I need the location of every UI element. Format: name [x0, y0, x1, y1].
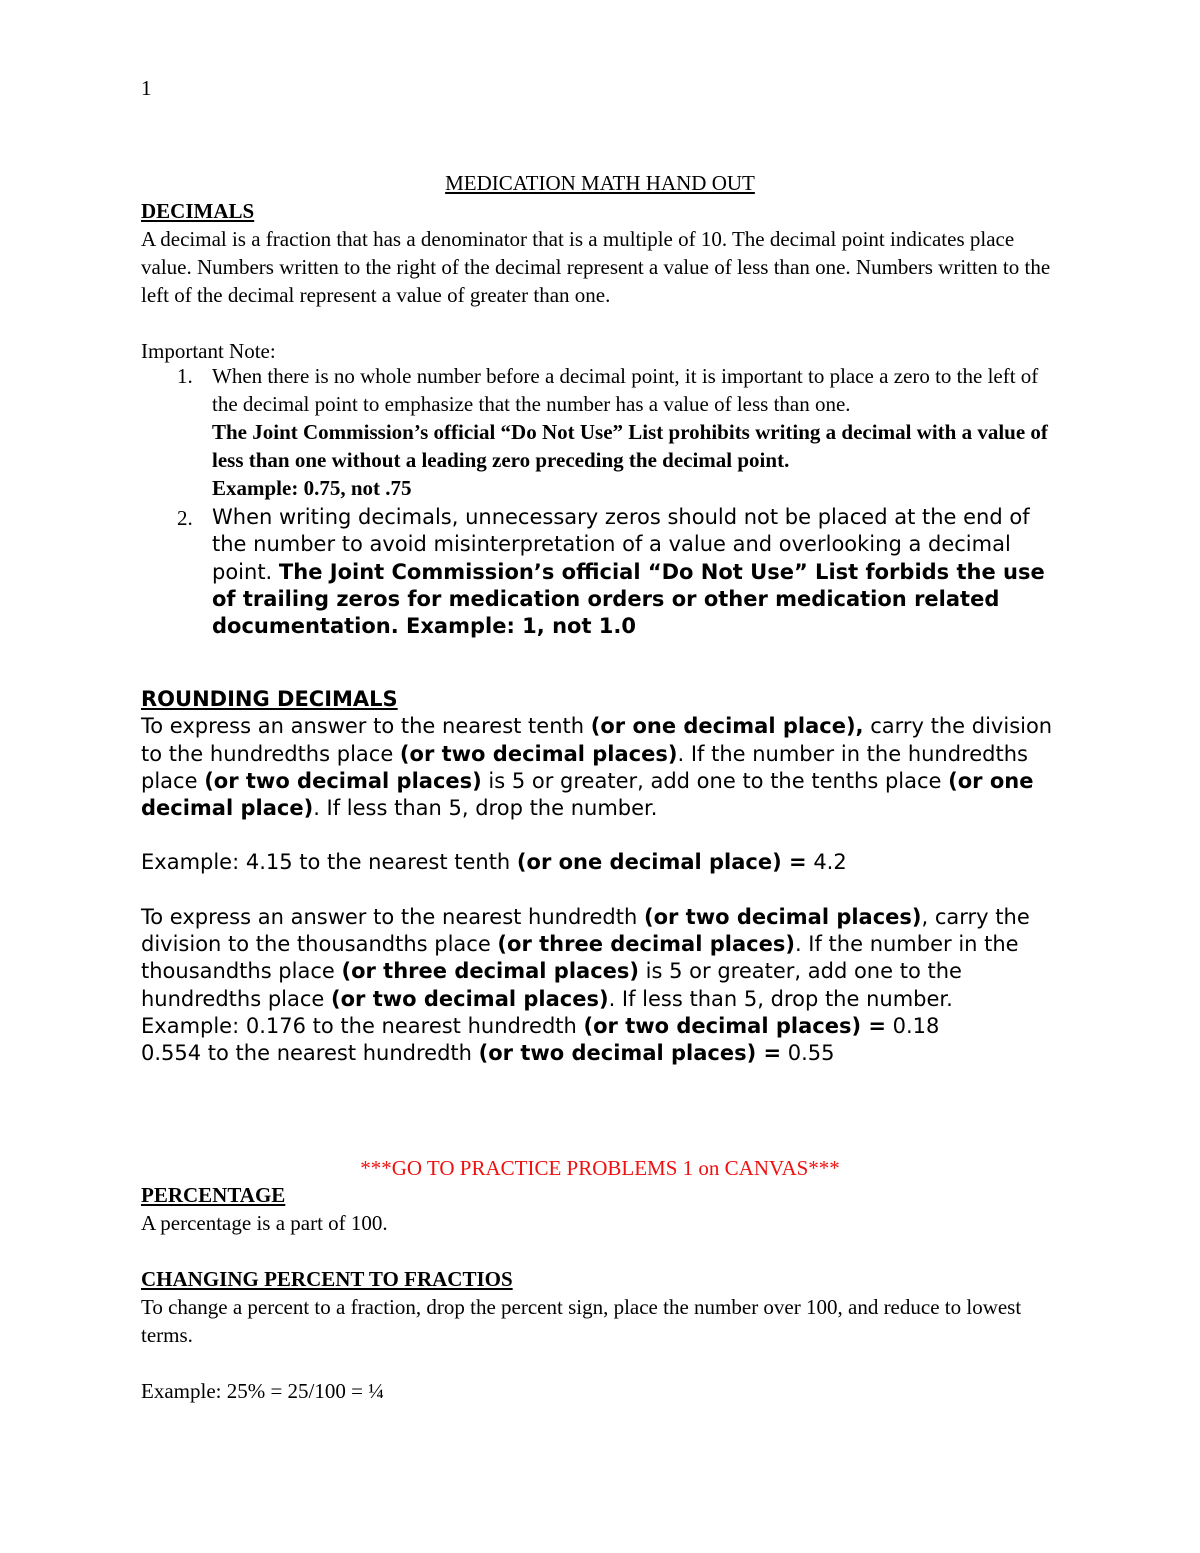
text-run: To express an answer to the nearest hundredth	[141, 904, 644, 929]
spacer	[141, 309, 1061, 337]
text-run: , carry the division to the thousandths place	[141, 904, 1030, 957]
note-text: When there is no whole number before a decimal point, it is important to place a zero to the left of the decimal point to emphasize that the number has a value of less than one.	[212, 364, 1039, 416]
changing-percent-example: Example: 25% = 25/100 = ¼	[141, 1379, 384, 1403]
changing-percent-heading: CHANGING PERCENT TO FRACTIOS	[141, 1267, 513, 1291]
note-number: 1.	[177, 364, 193, 388]
practice-banner: ***GO TO PRACTICE PROBLEMS 1 on CANVAS***	[360, 1156, 840, 1180]
percentage-body: A percentage is a part of 100.	[141, 1211, 388, 1235]
text-run: 0.554 to the nearest hundredth	[141, 1041, 479, 1066]
text-run-bold: (or one decimal place),	[590, 714, 864, 739]
text-run: To express an answer to the nearest tenth	[141, 714, 591, 739]
text-run: Example: 0.176 to the nearest hundredth	[141, 1013, 584, 1038]
document-title: MEDICATION MATH HAND OUT	[445, 171, 755, 195]
rounding-heading: ROUNDING DECIMALS	[141, 687, 398, 711]
note-example: Example: 0.75, not .75	[212, 476, 412, 500]
text-run: 4.2	[806, 850, 847, 875]
spacer	[141, 1349, 1061, 1377]
note-bold-text: The Joint Commission’s official “Do Not Use” List forbids the use of trailing zeros for medication orders or other medication related documentation. Example: 1, not 1.0	[212, 559, 1045, 639]
text-run-bold: (or two decimal places)	[399, 741, 678, 766]
text-run-bold: (or three decimal places)	[497, 932, 795, 957]
percentage-section	[141, 1181, 1061, 1405]
text-run: Example: 4.15 to the nearest tenth	[141, 850, 517, 875]
important-notes-list	[141, 362, 1061, 640]
text-run-bold: (or two decimal places) =	[478, 1041, 782, 1066]
text-run: . If the number in the thousandths place	[141, 932, 1019, 984]
text-run-bold: (or two decimal places)	[204, 768, 482, 793]
page-number: 1	[141, 76, 152, 100]
rounding-section	[141, 686, 1061, 1068]
spacer	[141, 822, 1061, 849]
rounding-example-2	[141, 1013, 1061, 1040]
text-run: is 5 or greater, add one to the hundredths place	[141, 959, 962, 1011]
spacer	[141, 1237, 1061, 1265]
note-item-2	[141, 504, 1061, 640]
percentage-heading: PERCENTAGE	[141, 1183, 286, 1207]
text-run-bold: (or one decimal place)	[141, 768, 1034, 821]
note-bold-text: The Joint Commission’s official “Do Not Use” List prohibits writing a decimal with a value of less than one without a leading zero preceding the decimal point.	[212, 420, 1048, 472]
spacer	[141, 877, 1061, 904]
changing-percent-body: To change a percent to a fraction, drop the percent sign, place the number over 100, and reduce to lowest terms.	[141, 1295, 1022, 1347]
decimals-body: A decimal is a fraction that has a denominator that is a multiple of 10. The decimal point indicates place value. Numbers written to the right of the decimal represent a value of less than one. Numbers written to the left of the decimal represent a value of greater than one.	[141, 227, 1051, 307]
rounding-example-1	[141, 849, 1061, 876]
decimals-section	[141, 197, 1061, 365]
rounding-paragraph-1	[141, 713, 1061, 822]
text-run: 0.55	[781, 1041, 835, 1066]
text-run: is 5 or greater, add one to the tenths place	[481, 768, 949, 793]
text-run-bold: (or two decimal places) =	[583, 1013, 886, 1038]
text-run: . If less than 5, drop the number.	[608, 986, 953, 1011]
decimals-heading: DECIMALS	[141, 199, 255, 223]
important-note-label: Important Note:	[141, 339, 276, 363]
rounding-example-3	[141, 1040, 1061, 1067]
text-run-bold: (or two decimal places)	[643, 904, 922, 929]
text-run-bold: (or one decimal place) =	[516, 850, 807, 875]
text-run: . If the number in the hundredths place	[141, 741, 1028, 793]
note-number: 2.	[177, 506, 193, 530]
note-item-1	[141, 362, 1061, 502]
text-run: 0.18	[885, 1013, 940, 1038]
text-run: . If less than 5, drop the number.	[313, 796, 658, 821]
rounding-paragraph-2	[141, 904, 1061, 1013]
text-run-bold: (or two decimal places)	[331, 986, 609, 1011]
text-run-bold: (or three decimal places)	[341, 959, 639, 984]
text-run: carry the division to the hundredths place	[141, 714, 1053, 766]
note-text: When writing decimals, unnecessary zeros should not be placed at the end of the number to avoid misinterpretation of a value and overlooking a decimal point.	[212, 505, 1030, 584]
